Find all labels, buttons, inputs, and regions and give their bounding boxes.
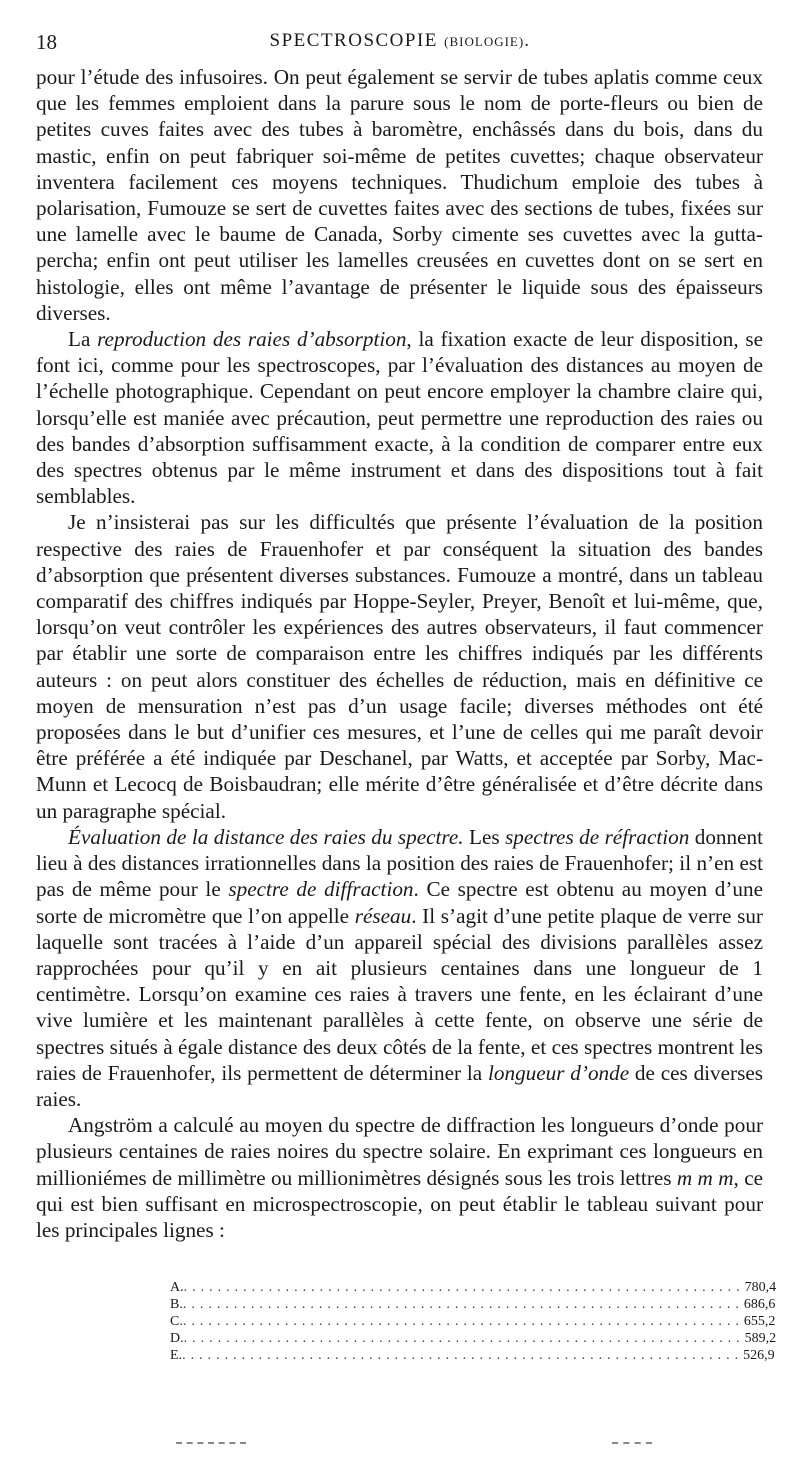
paragraph-4-italic-2: spectres de réfraction [505, 824, 690, 849]
page-header [36, 30, 764, 58]
footer-mark-left [176, 1442, 246, 1444]
leader-dots: .................................................................. [182, 1348, 744, 1363]
paragraph-4-italic-5: longueur d’onde [488, 1060, 630, 1085]
row-value: 589,2 [744, 1331, 777, 1346]
leader-dots: .................................................................. [182, 1297, 744, 1312]
footer-rule-marks [0, 1442, 800, 1448]
running-head-subtitle: (BIOLOGIE) [444, 34, 525, 49]
running-head-title: SPECTROSCOPIE [269, 30, 438, 51]
running-head-period: . [524, 30, 531, 51]
row-value: 686,6 [743, 1297, 776, 1312]
paragraph-2-lead: La [68, 327, 98, 352]
row-value: 780,4 [744, 1280, 777, 1295]
paragraph-5 [36, 1112, 763, 1243]
row-label: D. [170, 1331, 184, 1346]
paragraph-4-text-a: Les [463, 824, 506, 849]
paragraph-2-rest: , la fixation exacte de leur disposition, se font ici, comme pour les spectroscopes, par l’évaluation des distances au moyen de l’échelle photographique. Cependant on peut encore employer la chambre claire qui, lorsqu’elle est maniée avec précaution, peut permettre une reproduction des raies ou des bandes d’absorption suffisamment exacte, à la condition de comparer entre eux des spectres obtenus par le même instrument et dans des dispositions tout à fait semblables. [36, 327, 763, 509]
section-heading-italic: Évaluation de la distance des raies du spectre. [68, 824, 464, 849]
row-label: C. [170, 1314, 183, 1329]
table-row [170, 1279, 777, 1296]
table-row [170, 1296, 776, 1313]
paragraph-4-text-c: . Ce spectre est obtenu au moyen d’une sorte de micromètre que l’on appelle [36, 877, 763, 928]
paragraph-3: Je n’insisterai pas sur les difficultés que présente l’évaluation de la position respective des raies de Frauenhofer et par conséquent la situation des bandes d’absorption que présentent diverses substances. Fumouze a montré, dans un tableau comparatif des chiffres indiqués par Hoppe-Seyler, Preyer, Benoît et lui-même, que, lorsqu’on veut contrôler les expériences des autres observateurs, il faut commencer par établir une sorte de comparaison entre les chiffres indiqués par les différents auteurs : on peut alors constituer des échelles de réduction, mais en définitive ce moyen de mensuration n’est pas d’un usage facile; diverses méthodes ont été proposées dans le but d’unifier ces mesures, et l’une de celles qui me paraît devoir être préférée a été indiquée par Deschanel, par Watts, et acceptée par Sorby, Mac-Munn et Lecocq de Boisbaudran; elle mérite d’être généralisée et d’être décrite dans un paragraphe spécial. [36, 510, 763, 823]
paragraph-5-italic: m m m [676, 1165, 734, 1190]
leader-dots: .................................................................. [183, 1331, 745, 1346]
running-head [36, 30, 764, 52]
table-row [170, 1330, 777, 1347]
row-value: 526,9 [743, 1348, 775, 1363]
paragraph-1: pour l’étude des infusoires. On peut également se servir de tubes aplatis comme ceux que les femmes emploient dans la parure sous le nom de porte-fleurs ou bien de petites cuves faites avec des tubes à baromètre, enchâssés dans du bois, dans du mastic, enfin on peut fabriquer soi-même de petites cuvettes; chaque observateur inventera facilement ces moyens techniques. Thudichum emploie des tubes à polarisation, Fumouze se sert de cuvettes faites avec des sections de tubes, fixées sur une lamelle avec le baume de Canada, Sorby cimente ses cuvettes avec la gutta-percha; enfin ont peut utiliser les lamelles creusées en cuvettes dont on se sert en histologie, elles ont même l’avantage de présenter le liquide sous des épaisseurs diverses. [36, 65, 763, 325]
leader-dots: .................................................................. [182, 1314, 744, 1329]
paragraph-4-italic-3: spectre de diffraction [228, 877, 414, 902]
paragraph-5-text-b: , ce qui est bien suffisant en microspectroscopie, on peut établir le tableau suivant pour les principales lignes : [36, 1165, 763, 1242]
leader-dots: .................................................................. [183, 1280, 745, 1295]
paragraph-4-text-b: donnent lieu à des distances irrationnelles dans la position des raies de Frauenhofer; il n’en est pas de même pour le [36, 824, 764, 902]
paragraph-4-text-e: de ces diverses raies. [36, 1060, 763, 1111]
row-label: A. [170, 1280, 184, 1295]
footer-mark-right [612, 1442, 652, 1444]
row-label: E. [170, 1348, 183, 1363]
paragraph-4 [36, 824, 763, 1112]
row-label: B. [170, 1297, 183, 1312]
paragraph-5-text-a: Angström a calculé au moyen du spectre de diffraction les longueurs d’onde pour plusieurs centaines de raies noires du spectre solaire. En exprimant ces longueurs en millioniémes de millimètre ou millionimètres désignés sous les trois lettres [36, 1113, 763, 1190]
paragraph-4-italic-4: réseau [354, 903, 412, 928]
paragraph-2-italic: reproduction des raies d’absorption [97, 327, 407, 352]
wavelength-table [170, 1279, 777, 1364]
body-text [36, 64, 763, 1243]
table-row [170, 1313, 776, 1330]
paragraph-2 [36, 326, 763, 509]
row-value: 655,2 [743, 1314, 776, 1329]
page-number: 18 [36, 30, 57, 54]
table-row [170, 1347, 775, 1364]
paragraph-4-text-d: . Il s’agit d’une petite plaque de verre sur laquelle sont tracées à l’aide d’un appareil spécial des divisions parallèles assez rapprochées pour qu’il y en ait plusieurs centaines dans une longueur de 1 centimètre. Lorsqu’on examine ces raies à travers une fente, en les éclairant d’une vive lumière et les maintenant parallèles à cette fente, on observe une série de spectres situés à égale distance des deux côtés de la fente, et ces spectres montrent les raies de Frauenhofer, ils permettent de déterminer la [36, 903, 763, 1085]
